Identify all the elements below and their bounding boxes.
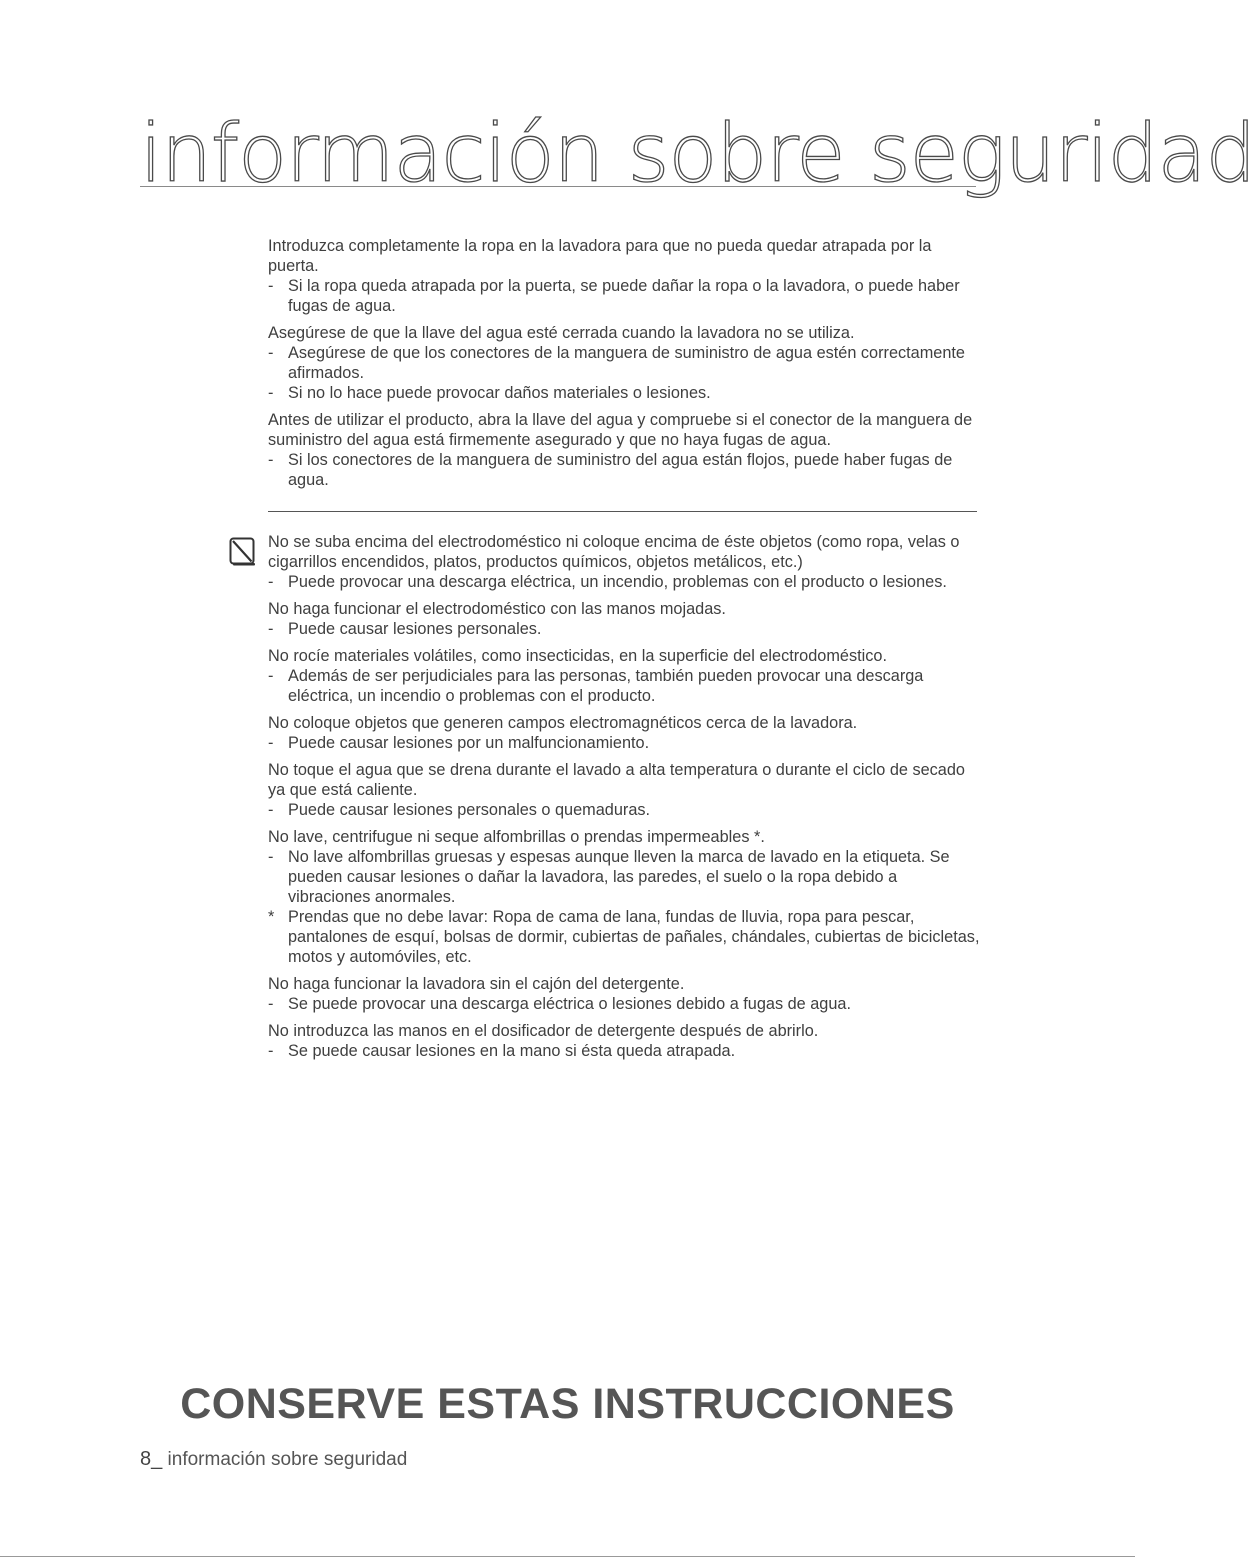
dash-bullet: - xyxy=(268,573,274,591)
safety-item xyxy=(268,713,980,753)
page-title: información sobre seguridad xyxy=(140,107,1255,200)
safety-subitem xyxy=(268,619,980,639)
safety-subitem-text: Si la ropa queda atrapada por la puerta, se puede dañar la ropa o la lavadora, o puede haber fugas de agua. xyxy=(288,277,960,315)
dash-bullet: - xyxy=(268,620,274,638)
safety-item-text: No haga funcionar el electrodoméstico con las manos mojadas. xyxy=(268,600,726,618)
safety-subitem xyxy=(268,383,980,403)
bottom-rule xyxy=(0,1556,1135,1557)
dash-bullet: - xyxy=(268,344,274,362)
safety-subitem xyxy=(268,733,980,753)
page-footer xyxy=(140,1447,407,1472)
footnote-text: Prendas que no debe lavar: Ropa de cama de lana, fundas de lluvia, ropa para pescar, pantalones de esquí, bolsas de dormir, cubiertas de pañales, chándales, cubiertas de bicicletas, motos y automóviles, etc. xyxy=(288,908,980,966)
dash-bullet: - xyxy=(268,277,274,295)
safety-subitem xyxy=(268,572,980,592)
safety-subitem xyxy=(268,847,980,907)
safety-item-text: No haga funcionar la lavadora sin el cajón del detergente. xyxy=(268,975,685,993)
conserve-instructions-heading: CONSERVE ESTAS INSTRUCCIONES xyxy=(180,1380,955,1428)
safety-subitem-text: Se puede provocar una descarga eléctrica o lesiones debido a fugas de agua. xyxy=(288,995,851,1013)
safety-subitem xyxy=(268,800,980,820)
safety-subitem-text: Se puede causar lesiones en la mano si ésta queda atrapada. xyxy=(288,1042,736,1060)
safety-item-text: No introduzca las manos en el dosificador de detergente después de abrirlo. xyxy=(268,1022,819,1040)
safety-item xyxy=(268,1021,980,1061)
safety-section-prohibitions xyxy=(268,532,980,1068)
dash-bullet: - xyxy=(268,734,274,752)
title-underline xyxy=(140,186,976,187)
dash-bullet: - xyxy=(268,848,274,866)
safety-subitem xyxy=(268,343,980,383)
safety-subitem-text: Puede causar lesiones personales. xyxy=(288,620,542,638)
safety-item-text: No rocíe materiales volátiles, como insecticidas, en la superficie del electrodoméstico. xyxy=(268,647,887,665)
safety-item xyxy=(268,974,980,1014)
safety-subitem-text: Puede causar lesiones por un malfuncionamiento. xyxy=(288,734,650,752)
prohibition-icon xyxy=(229,537,257,567)
page-number: 8_ xyxy=(140,1448,163,1470)
safety-subitem-text: Si no lo hace puede provocar daños materiales o lesiones. xyxy=(288,384,711,402)
safety-subitem-text: Si los conectores de la manguera de suministro del agua están flojos, puede haber fugas de agua. xyxy=(288,451,953,489)
safety-item-text: No toque el agua que se drena durante el lavado a alta temperatura o durante el ciclo de secado ya que está caliente. xyxy=(268,761,965,799)
asterisk-marker: * xyxy=(268,908,275,926)
dash-bullet: - xyxy=(268,1042,274,1060)
dash-bullet: - xyxy=(268,995,274,1013)
safety-subitem-text: Además de ser perjudiciales para las personas, también pueden provocar una descarga eléctrica, un incendio o problemas con el producto. xyxy=(288,667,924,705)
safety-item-text: No lave, centrifugue ni seque alfombrillas o prendas impermeables *. xyxy=(268,828,765,846)
safety-subitem-text: Asegúrese de que los conectores de la manguera de suministro de agua estén correctamente afirmados. xyxy=(288,344,965,382)
safety-item-text: Asegúrese de que la llave del agua esté cerrada cuando la lavadora no se utiliza. xyxy=(268,324,855,342)
safety-subitem-text: Puede provocar una descarga eléctrica, un incendio, problemas con el producto o lesiones. xyxy=(288,573,947,591)
safety-item xyxy=(268,410,980,490)
safety-subitem xyxy=(268,1041,980,1061)
dash-bullet: - xyxy=(268,801,274,819)
safety-item-text: No coloque objetos que generen campos electromagnéticos cerca de la lavadora. xyxy=(268,714,858,732)
safety-item xyxy=(268,827,980,967)
safety-item-text: Introduzca completamente la ropa en la lavadora para que no pueda quedar atrapada por la puerta. xyxy=(268,237,932,275)
safety-item xyxy=(268,236,980,316)
section-divider xyxy=(268,511,977,512)
safety-item xyxy=(268,760,980,820)
footer-section-name: información sobre seguridad xyxy=(162,1449,408,1470)
safety-item xyxy=(268,532,980,592)
dash-bullet: - xyxy=(268,384,274,402)
safety-subitem-text: No lave alfombrillas gruesas y espesas aunque lleven la marca de lavado en la etiqueta. Se pueden causar lesiones o dañar la lavadora, las paredes, el suelo o la ropa debido a vibraciones anormales. xyxy=(288,848,950,906)
safety-item-text: No se suba encima del electrodoméstico ni coloque encima de éste objetos (como ropa, velas o cigarrillos encendidos, platos, productos químicos, objetos metálicos, etc.) xyxy=(268,533,960,571)
dash-bullet: - xyxy=(268,451,274,469)
safety-subitem xyxy=(268,994,980,1014)
safety-subitem-text: Puede causar lesiones personales o quemaduras. xyxy=(288,801,651,819)
safety-subitem xyxy=(268,450,980,490)
safety-section-top xyxy=(268,236,980,497)
footnote xyxy=(268,907,980,967)
safety-subitem xyxy=(268,276,980,316)
safety-item-text: Antes de utilizar el producto, abra la llave del agua y compruebe si el conector de la manguera de suministro del agua está firmemente asegurado y que no haya fugas de agua. xyxy=(268,411,973,449)
safety-item xyxy=(268,646,980,706)
safety-item xyxy=(268,599,980,639)
safety-item xyxy=(268,323,980,403)
dash-bullet: - xyxy=(268,667,274,685)
safety-subitem xyxy=(268,666,980,706)
